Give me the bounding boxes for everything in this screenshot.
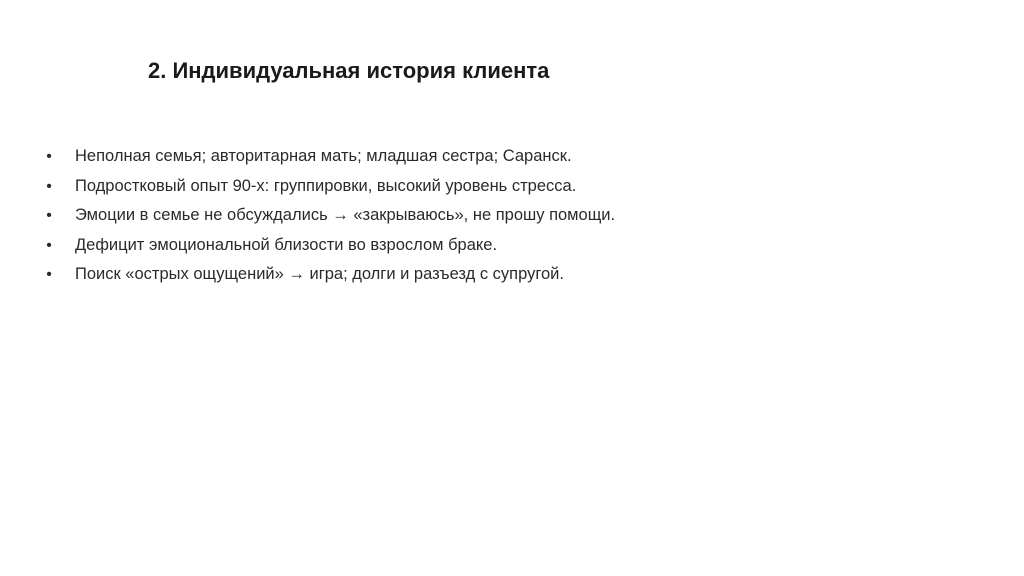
bullet-icon: • xyxy=(46,177,52,195)
bullet-text: Поиск «острых ощущений» → игра; долги и разъезд с супругой. xyxy=(75,265,564,283)
bullet-text: Подростковый опыт 90-х: группировки, высокий уровень стресса. xyxy=(75,176,577,195)
bullet-text: Эмоции в семье не обсуждались → «закрываюсь», не прошу помощи. xyxy=(75,206,616,224)
bullet-text: Неполная семья; авторитарная мать; младшая сестра; Саранск. xyxy=(75,147,572,165)
bullet-icon: • xyxy=(46,266,52,283)
list-item xyxy=(44,231,615,261)
list-item xyxy=(44,201,615,231)
slide-title: 2. Индивидуальная история клиента xyxy=(148,58,550,83)
bullet-list xyxy=(44,142,615,290)
list-item xyxy=(44,142,615,172)
bullet-text: Дефицит эмоциональной близости во взрослом браке. xyxy=(75,235,498,254)
bullet-icon: • xyxy=(46,148,52,165)
bullet-icon: • xyxy=(46,207,52,224)
list-item xyxy=(44,260,615,290)
bullet-icon: • xyxy=(46,236,52,254)
list-item xyxy=(44,172,615,202)
